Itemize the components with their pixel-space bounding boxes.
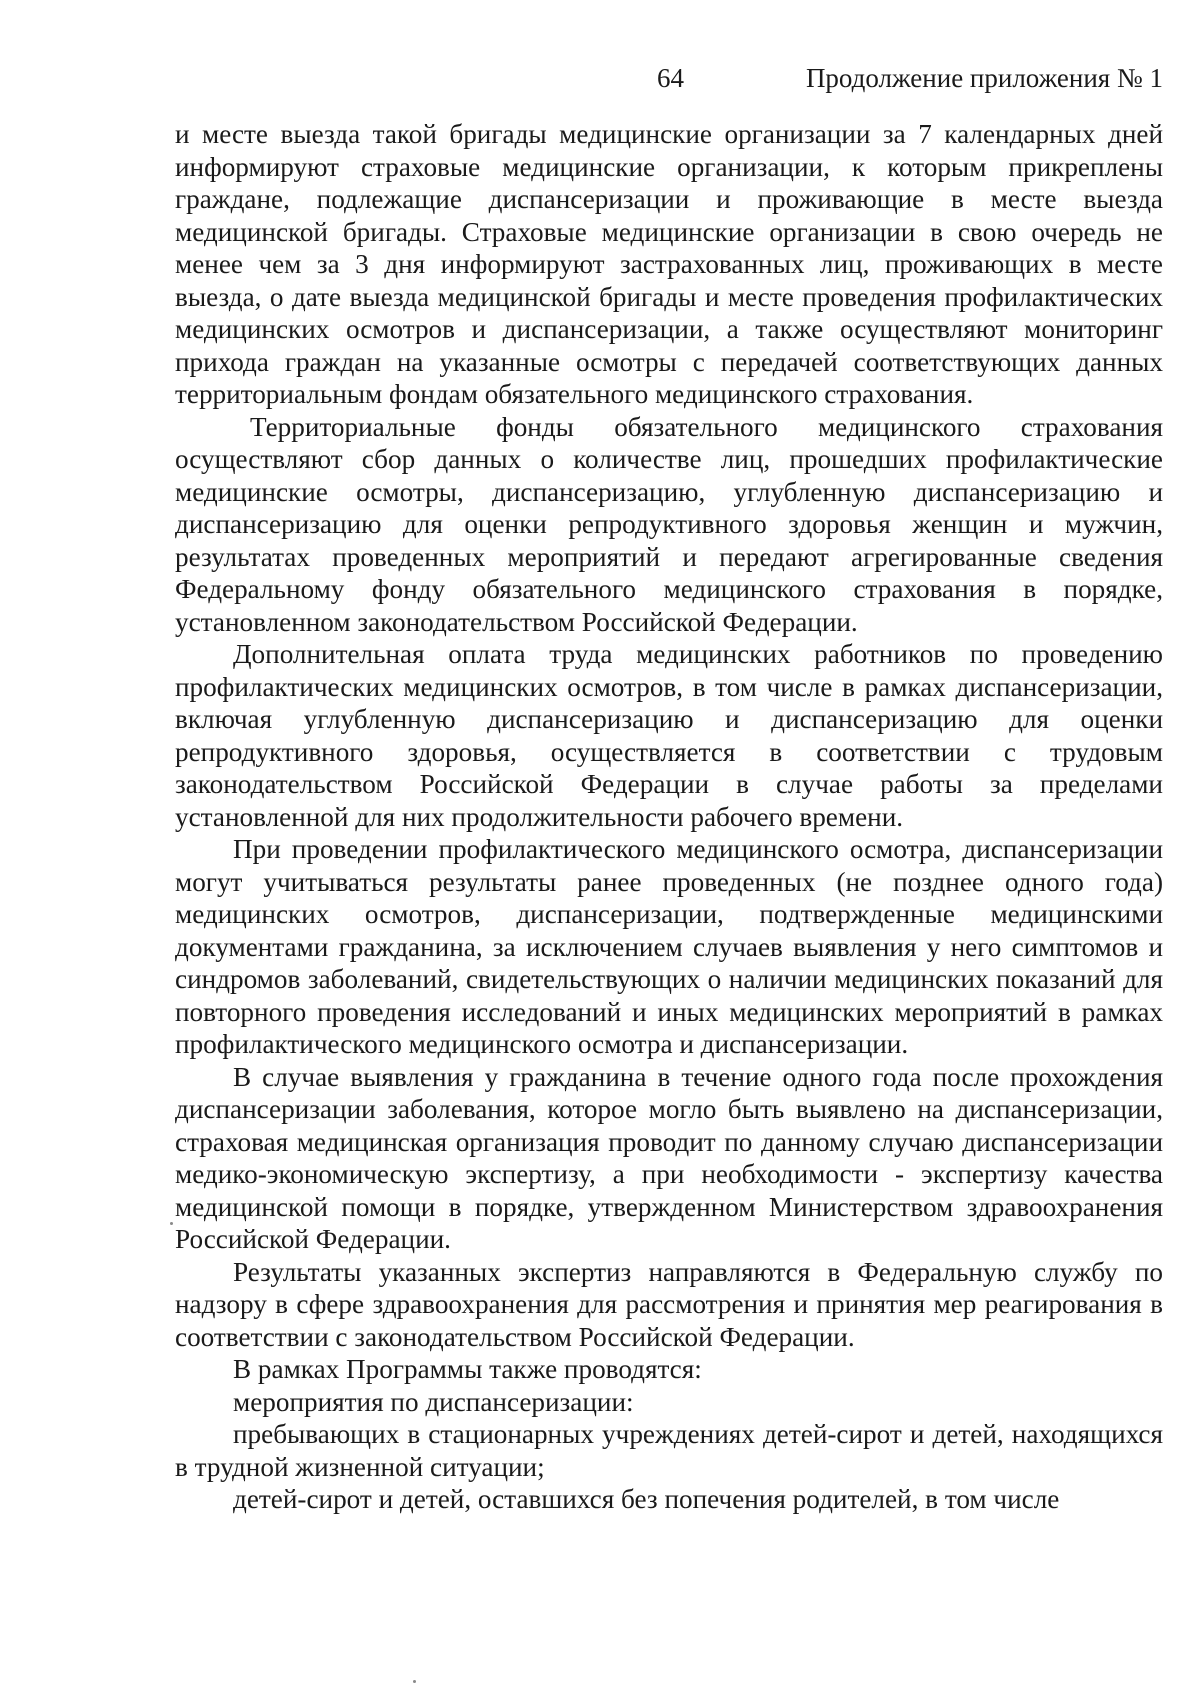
page-header	[175, 58, 1163, 98]
paragraph: Территориальные фонды обязательного медицинского страхования осуществляют сбор данных о количестве лиц, прошедших профилактические медицинские осмотры, диспансеризацию, углубленную диспансеризацию и диспансеризацию для оценки репродуктивного здоровья женщин и мужчин, результатах проведенных мероприятий и передают агрегированные сведения Федеральному фонду обязательного медицинского страхования в порядке, установленном законодательством Российской Федерации.	[175, 411, 1163, 637]
paragraph: В рамках Программы также проводятся:	[233, 1354, 702, 1384]
paragraph: При проведении профилактического медицинского осмотра, диспансеризации могут учитываться результаты ранее проведенных (не позднее одного года) медицинских осмотров, диспансеризации, подтвержденные медицинскими документами гражданина, за исключением случаев выявления у него симптомов и синдромов заболеваний, свидетельствующих о наличии медицинских показаний для повторного проведения исследований и иных медицинских мероприятий в рамках профилактического медицинского осмотра и диспансеризации.	[175, 834, 1163, 1059]
scan-speck	[413, 1680, 416, 1683]
page-number: 64	[657, 63, 684, 93]
paragraph: В случае выявления у гражданина в течение одного года после прохождения диспансеризации заболевания, которое могло быть выявлено на диспансеризации, страховая медицинская организация проводит по данному случаю диспансеризации медико-экономическую экспертизу, а при необходимости - экспертизу качества медицинской помощи в порядке, утвержденном Министерством здравоохранения Российской Федерации.	[175, 1061, 1163, 1254]
document-body	[175, 118, 1163, 1516]
annex-label: Продолжение приложения № 1	[805, 63, 1163, 93]
paragraph-continued: и месте выезда такой бригады медицинские организации за 7 календарных дней информируют страховые медицинские организации, к которым прикреплены граждане, подлежащие диспансеризации и проживающие в месте выезда медицинской бригады. Страховые медицинские организации в свою очередь не менее чем за 3 дня информируют застрахованных лиц, проживающих в месте выезда, о дате выезда медицинской бригады и месте проведения профилактических медицинских осмотров и диспансеризации, а также осуществляют мониторинг прихода граждан на указанные осмотры с передачей соответствующих данных территориальным фондам обязательного медицинского страхования.	[175, 119, 1163, 409]
paragraph: Результаты указанных экспертиз направляются в Федеральную службу по надзору в сфере здравоохранения для рассмотрения и принятия мер реагирования в соответствии с законодательством Российской Федерации.	[175, 1256, 1163, 1352]
paragraph: Дополнительная оплата труда медицинских работников по проведению профилактических медицинских осмотров, в том числе в рамках диспансеризации, включая углубленную диспансеризацию и диспансеризацию для оценки репродуктивного здоровья, осуществляется в соответствии с трудовым законодательством Российской Федерации в случае работы за пределами установленной для них продолжительности рабочего времени.	[175, 639, 1163, 832]
scan-speck	[170, 1222, 173, 1225]
paragraph: мероприятия по диспансеризации:	[233, 1386, 634, 1417]
paragraph: пребывающих в стационарных учреждениях детей-сирот и детей, находящихся в трудной жизненной ситуации;	[175, 1419, 1163, 1482]
paragraph-last: детей-сирот и детей, оставшихся без попечения родителей, в том числе	[233, 1484, 1060, 1514]
